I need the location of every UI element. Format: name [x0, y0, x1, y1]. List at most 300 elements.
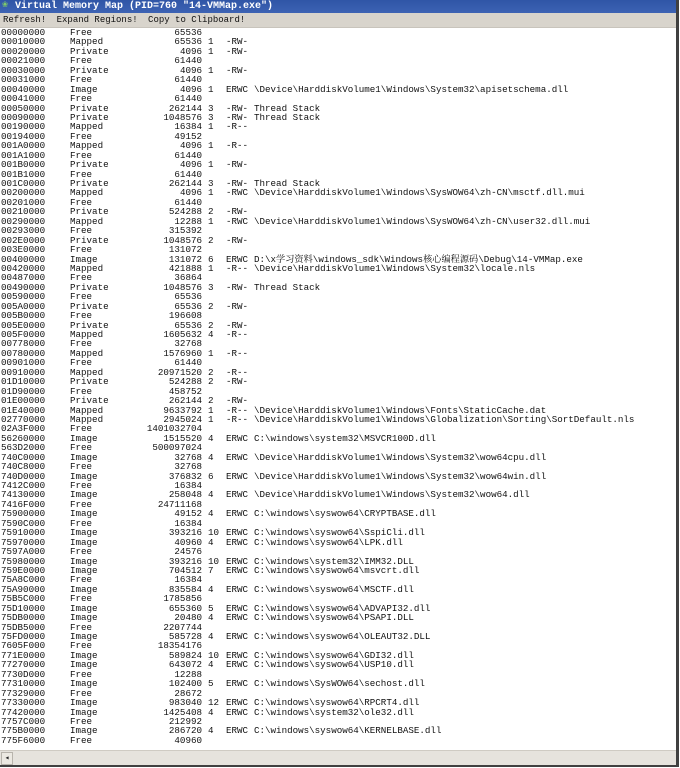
region-address: 01E00000: [1, 395, 46, 407]
scroll-left-arrow-icon[interactable]: ◂: [1, 752, 13, 765]
region-address: 00210000: [1, 206, 46, 218]
region-type: Free: [70, 423, 93, 435]
region-blocks: 7: [208, 564, 214, 576]
region-protection: -RWC: [226, 187, 249, 199]
region-type: Image: [70, 659, 98, 671]
region-address: 00910000: [1, 366, 46, 378]
region-address: 00010000: [1, 36, 46, 48]
region-address: 001A0000: [1, 140, 46, 152]
region-blocks: 1: [208, 413, 214, 425]
region-type: Image: [70, 583, 98, 595]
region-type: Free: [70, 715, 93, 727]
region-description: C:\windows\system32\MSVCR100D.dll: [254, 432, 436, 444]
region-size: 983040: [168, 697, 202, 709]
region-protection: ERWC: [226, 508, 249, 520]
menu-copy-to-clipboard[interactable]: Copy to Clipboard!: [148, 15, 246, 25]
region-type: Private: [70, 281, 109, 293]
region-size: 20480: [174, 612, 202, 624]
region-protection: -RW-: [226, 300, 249, 312]
region-size: 61440: [174, 357, 202, 369]
region-address: 00200000: [1, 187, 46, 199]
list-item[interactable]: [0, 585, 676, 594]
region-type: Free: [70, 28, 93, 38]
region-address: 001C0000: [1, 178, 46, 189]
region-size: 2945024: [163, 413, 202, 425]
horizontal-scrollbar[interactable]: [0, 750, 676, 765]
region-description: C:\windows\syswow64\LPK.dll: [254, 536, 403, 548]
region-blocks: 1: [208, 404, 214, 416]
region-type: Image: [70, 508, 98, 520]
region-size: 65536: [174, 319, 202, 331]
region-type: Mapped: [70, 413, 104, 425]
list-item[interactable]: [0, 217, 676, 226]
region-protection: -RW-: [226, 36, 249, 48]
region-protection: -R--: [226, 366, 249, 378]
region-protection: -RW-: [226, 64, 249, 76]
region-type: Mapped: [70, 215, 104, 227]
region-description: C:\windows\syswow64\KERNELBASE.dll: [254, 725, 442, 737]
region-address: 00040000: [1, 83, 46, 95]
list-item[interactable]: [0, 509, 676, 518]
region-address: 005F0000: [1, 329, 46, 340]
region-protection: ERWC: [226, 631, 249, 642]
region-address: 02770000: [1, 413, 46, 425]
region-size: 212992: [168, 715, 202, 727]
list-item[interactable]: [0, 708, 676, 717]
list-item[interactable]: [0, 302, 676, 311]
region-description: C:\windows\syswow64\GDI32.dll: [254, 649, 414, 661]
region-protection: -R--: [226, 413, 249, 425]
region-address: 775B0000: [1, 725, 46, 737]
region-address: 740C8000: [1, 461, 46, 473]
region-type: Private: [70, 178, 109, 189]
list-item[interactable]: [0, 613, 676, 622]
region-address: 771E0000: [1, 649, 46, 661]
region-size: 262144: [168, 395, 202, 407]
memory-region-list[interactable]: [0, 28, 676, 750]
region-protection: -RW-: [226, 102, 249, 114]
region-description: \Device\HarddiskVolume1\Windows\System32\apisetschema.dll: [254, 83, 569, 95]
region-size: 1785856: [163, 593, 202, 605]
region-type: Private: [70, 64, 109, 76]
region-type: Free: [70, 517, 93, 529]
region-address: 00293000: [1, 225, 46, 237]
region-size: 24576: [174, 546, 202, 558]
region-address: 77329000: [1, 687, 46, 699]
region-protection: ERWC: [226, 536, 249, 548]
region-type: Free: [70, 225, 93, 237]
region-blocks: 10: [208, 555, 220, 567]
region-blocks: 4: [208, 432, 214, 444]
region-address: 00901000: [1, 357, 46, 369]
list-item[interactable]: [0, 66, 676, 75]
region-size: 393216: [168, 527, 202, 539]
app-icon: ❀: [2, 0, 9, 11]
region-protection: ERWC: [226, 253, 249, 265]
region-address: 75900000: [1, 508, 46, 520]
region-blocks: 6: [208, 253, 214, 265]
region-size: 585728: [168, 631, 202, 642]
region-address: 001B0000: [1, 159, 46, 171]
region-type: Image: [70, 527, 98, 539]
region-address: 003E0000: [1, 244, 46, 256]
region-description: C:\windows\syswow64\RPCRT4.dll: [254, 697, 420, 709]
region-blocks: 3: [208, 102, 214, 114]
region-address: 77310000: [1, 678, 46, 690]
list-item[interactable]: [0, 349, 676, 358]
region-type: Free: [70, 480, 93, 491]
region-size: 196608: [168, 310, 202, 322]
region-address: 00194000: [1, 130, 46, 142]
region-size: 500097024: [152, 442, 202, 454]
list-item[interactable]: [0, 566, 676, 575]
region-type: Private: [70, 234, 109, 246]
list-item[interactable]: [0, 330, 676, 339]
region-type: Free: [70, 357, 93, 369]
region-description: C:\windows\syswow64\ADVAPI32.dll: [254, 602, 431, 614]
region-blocks: 4: [208, 329, 214, 340]
region-protection: ERWC: [226, 432, 249, 444]
region-type: Image: [70, 555, 98, 567]
region-size: 524288: [168, 206, 202, 218]
region-type: Free: [70, 55, 93, 67]
region-size: 1401032704: [146, 423, 202, 435]
region-address: 759E0000: [1, 564, 46, 576]
region-address: 75980000: [1, 555, 46, 567]
region-protection: -R--: [226, 404, 249, 416]
region-size: 61440: [174, 74, 202, 86]
region-size: 1605632: [163, 329, 202, 340]
region-size: 65536: [174, 28, 202, 38]
region-type: Free: [70, 621, 93, 633]
list-item[interactable]: [0, 472, 676, 481]
region-type: Free: [70, 272, 93, 284]
region-type: Free: [70, 74, 93, 86]
region-blocks: 5: [208, 678, 214, 690]
region-type: Image: [70, 725, 98, 737]
region-description: Thread Stack: [254, 111, 321, 123]
region-address: 7597A000: [1, 546, 46, 558]
list-item[interactable]: [0, 660, 676, 669]
menu-bar: [0, 13, 676, 28]
region-protection: -RW-: [226, 319, 249, 331]
region-size: 262144: [168, 178, 202, 189]
region-type: Free: [70, 593, 93, 605]
list-item[interactable]: [0, 122, 676, 131]
region-description: Thread Stack: [254, 102, 321, 114]
menu-expand-regions[interactable]: Expand Regions!: [56, 15, 138, 25]
list-item[interactable]: [0, 377, 676, 386]
list-item[interactable]: [0, 538, 676, 547]
region-size: 643072: [168, 659, 202, 671]
list-item[interactable]: [0, 188, 676, 197]
region-size: 258048: [168, 489, 202, 501]
region-type: Mapped: [70, 329, 104, 340]
region-size: 61440: [174, 55, 202, 67]
region-protection: ERWC: [226, 555, 249, 567]
region-size: 704512: [168, 564, 202, 576]
region-type: Image: [70, 253, 98, 265]
region-address: 7590C000: [1, 517, 46, 529]
region-address: 740D0000: [1, 470, 46, 482]
region-blocks: 4: [208, 451, 214, 463]
region-address: 77330000: [1, 697, 46, 709]
region-description: D:\x学习资料\windows_sdk\Windows核心编程源码\Debug\14-VMMap.exe: [254, 253, 583, 265]
region-size: 376832: [168, 470, 202, 482]
region-type: Mapped: [70, 187, 104, 199]
region-blocks: 1: [208, 187, 214, 199]
region-type: Private: [70, 206, 109, 218]
region-description: C:\windows\SysWOW64\sechost.dll: [254, 678, 425, 690]
region-type: Image: [70, 83, 98, 95]
region-type: Image: [70, 697, 98, 709]
region-description: \Device\HarddiskVolume1\Windows\System32\wow64cpu.dll: [254, 451, 547, 463]
region-description: \Device\HarddiskVolume1\Windows\SysWOW64\zh-CN\msctf.dll.mui: [254, 187, 585, 199]
region-type: Image: [70, 470, 98, 482]
region-blocks: 4: [208, 489, 214, 501]
region-type: Free: [70, 196, 93, 208]
region-size: 16384: [174, 480, 202, 491]
region-blocks: 4: [208, 583, 214, 595]
region-size: 1048576: [163, 281, 202, 293]
region-address: 775F6000: [1, 734, 46, 746]
region-address: 00420000: [1, 262, 46, 274]
region-size: 61440: [174, 149, 202, 161]
region-size: 61440: [174, 196, 202, 208]
region-size: 24711168: [157, 498, 202, 510]
region-description: C:\windows\syswow64\PSAPI.DLL: [254, 612, 414, 624]
region-address: 7416F000: [1, 498, 46, 510]
region-type: Image: [70, 451, 98, 463]
region-address: 001B1000: [1, 168, 46, 180]
region-size: 1515520: [163, 432, 202, 444]
region-size: 4096: [179, 159, 202, 171]
region-protection: ERWC: [226, 451, 249, 463]
region-size: 589824: [168, 649, 202, 661]
region-blocks: 5: [208, 602, 214, 614]
region-description: \Device\HarddiskVolume1\Windows\System32\wow64.dll: [254, 489, 530, 501]
region-size: 4096: [179, 187, 202, 199]
region-type: Image: [70, 536, 98, 548]
region-size: 1576960: [163, 347, 202, 359]
region-protection: -R--: [226, 347, 249, 359]
region-description: \Device\HarddiskVolume1\Windows\System32\locale.nls: [254, 262, 536, 274]
list-item[interactable]: [0, 434, 676, 443]
region-blocks: 1: [208, 262, 214, 274]
region-address: 77420000: [1, 706, 46, 718]
region-blocks: 2: [208, 234, 214, 246]
region-size: 28672: [174, 687, 202, 699]
region-address: 75A90000: [1, 583, 46, 595]
region-size: 286720: [168, 725, 202, 737]
region-size: 4096: [179, 45, 202, 57]
region-type: Private: [70, 111, 109, 123]
list-item[interactable]: [0, 236, 676, 245]
list-item[interactable]: [0, 415, 676, 424]
list-item[interactable]: [0, 160, 676, 169]
region-address: 75FD0000: [1, 631, 46, 642]
region-type: Free: [70, 734, 93, 746]
region-size: 61440: [174, 168, 202, 180]
region-type: Image: [70, 432, 98, 444]
region-protection: ERWC: [226, 725, 249, 737]
region-protection: -RW-: [226, 234, 249, 246]
region-address: 00400000: [1, 253, 46, 265]
region-description: C:\windows\syswow64\USP10.dll: [254, 659, 414, 671]
region-size: 1048576: [163, 234, 202, 246]
region-blocks: 3: [208, 178, 214, 189]
region-address: 00290000: [1, 215, 46, 227]
region-address: 7605F000: [1, 640, 46, 652]
region-blocks: 3: [208, 281, 214, 293]
region-size: 12288: [174, 215, 202, 227]
region-type: Free: [70, 291, 93, 303]
region-description: \Device\HarddiskVolume1\Windows\Globalization\Sorting\SortDefault.nls: [254, 413, 635, 425]
region-type: Image: [70, 564, 98, 576]
region-protection: -RWC: [226, 215, 249, 227]
region-protection: -R--: [226, 262, 249, 274]
region-address: 00030000: [1, 64, 46, 76]
region-blocks: 4: [208, 659, 214, 671]
region-address: 75DB5000: [1, 621, 46, 633]
region-address: 02A3F000: [1, 423, 46, 435]
region-size: 1048576: [163, 111, 202, 123]
region-blocks: 4: [208, 706, 214, 718]
region-size: 65536: [174, 36, 202, 48]
region-protection: -R--: [226, 329, 249, 340]
region-size: 102400: [168, 678, 202, 690]
region-description: C:\windows\syswow64\MSCTF.dll: [254, 583, 414, 595]
list-item[interactable]: [0, 141, 676, 150]
region-address: 563D2000: [1, 442, 46, 454]
region-size: 4096: [179, 83, 202, 95]
region-address: 7730D000: [1, 668, 46, 680]
region-size: 421888: [168, 262, 202, 274]
region-type: Free: [70, 338, 93, 350]
region-type: Free: [70, 93, 93, 105]
region-size: 1425408: [163, 706, 202, 718]
region-size: 18354176: [157, 640, 202, 652]
region-size: 262144: [168, 102, 202, 114]
region-size: 61440: [174, 93, 202, 105]
list-item[interactable]: [0, 283, 676, 292]
region-type: Private: [70, 159, 109, 171]
region-type: Image: [70, 489, 98, 501]
region-address: 740C0000: [1, 451, 46, 463]
region-blocks: 4: [208, 612, 214, 624]
list-item[interactable]: [0, 453, 676, 462]
region-description: Thread Stack: [254, 178, 321, 189]
list-item[interactable]: [0, 85, 676, 94]
region-blocks: 1: [208, 159, 214, 171]
list-item[interactable]: [0, 490, 676, 499]
region-address: 75970000: [1, 536, 46, 548]
list-item[interactable]: [0, 736, 676, 745]
list-item[interactable]: [0, 726, 676, 735]
region-type: Image: [70, 678, 98, 690]
region-description: C:\windows\syswow64\msvcrt.dll: [254, 564, 420, 576]
region-blocks: 2: [208, 319, 214, 331]
region-description: \Device\HarddiskVolume1\Windows\SysWOW64\zh-CN\user32.dll.mui: [254, 215, 591, 227]
region-blocks: 1: [208, 83, 214, 95]
region-address: 00487000: [1, 272, 46, 284]
region-protection: ERWC: [226, 649, 249, 661]
region-protection: ERWC: [226, 489, 249, 501]
region-type: Image: [70, 602, 98, 614]
region-size: 32768: [174, 461, 202, 473]
region-type: Mapped: [70, 347, 104, 359]
region-type: Mapped: [70, 140, 104, 152]
region-address: 75A8C000: [1, 574, 46, 586]
region-protection: ERWC: [226, 659, 249, 671]
region-address: 77270000: [1, 659, 46, 671]
region-type: Free: [70, 244, 93, 256]
region-blocks: 4: [208, 508, 214, 520]
region-blocks: 2: [208, 395, 214, 407]
region-address: 005A0000: [1, 300, 46, 312]
region-size: 2207744: [163, 621, 202, 633]
list-item[interactable]: [0, 264, 676, 273]
region-blocks: 1: [208, 347, 214, 359]
region-type: Free: [70, 168, 93, 180]
region-type: Image: [70, 706, 98, 718]
region-protection: ERWC: [226, 706, 249, 718]
region-size: 40960: [174, 734, 202, 746]
region-blocks: 4: [208, 631, 214, 642]
region-description: C:\windows\syswow64\CRYPTBASE.dll: [254, 508, 436, 520]
region-address: 00201000: [1, 196, 46, 208]
region-type: Image: [70, 631, 98, 642]
region-protection: -RW-: [226, 376, 249, 388]
region-size: 40960: [174, 536, 202, 548]
region-size: 524288: [168, 376, 202, 388]
region-address: 00041000: [1, 93, 46, 105]
region-address: 005B0000: [1, 310, 46, 322]
menu-refresh[interactable]: Refresh!: [3, 15, 47, 25]
region-size: 49152: [174, 130, 202, 142]
region-address: 002E0000: [1, 234, 46, 246]
region-size: 655360: [168, 602, 202, 614]
list-item[interactable]: [0, 47, 676, 56]
region-type: Private: [70, 376, 109, 388]
region-type: Free: [70, 385, 93, 397]
region-address: 00050000: [1, 102, 46, 114]
region-type: Private: [70, 300, 109, 312]
region-protection: -RW-: [226, 45, 249, 57]
region-protection: ERWC: [226, 583, 249, 595]
region-protection: -RW-: [226, 159, 249, 171]
region-type: Private: [70, 45, 109, 57]
region-type: Mapped: [70, 404, 104, 416]
region-type: Free: [70, 546, 93, 558]
title-bar[interactable]: [0, 0, 676, 13]
region-description: C:\windows\syswow64\SspiCli.dll: [254, 527, 425, 539]
region-type: Free: [70, 574, 93, 586]
region-size: 36864: [174, 272, 202, 284]
list-item[interactable]: [0, 632, 676, 641]
region-protection: ERWC: [226, 612, 249, 624]
region-size: 32768: [174, 338, 202, 350]
region-address: 00020000: [1, 45, 46, 57]
region-description: C:\windows\system32\IMM32.DLL: [254, 555, 414, 567]
region-address: 7757C000: [1, 715, 46, 727]
region-address: 00780000: [1, 347, 46, 359]
region-blocks: 10: [208, 649, 220, 661]
list-item[interactable]: [0, 679, 676, 688]
region-address: 00031000: [1, 74, 46, 86]
region-protection: ERWC: [226, 602, 249, 614]
region-address: 75B5C000: [1, 593, 46, 605]
